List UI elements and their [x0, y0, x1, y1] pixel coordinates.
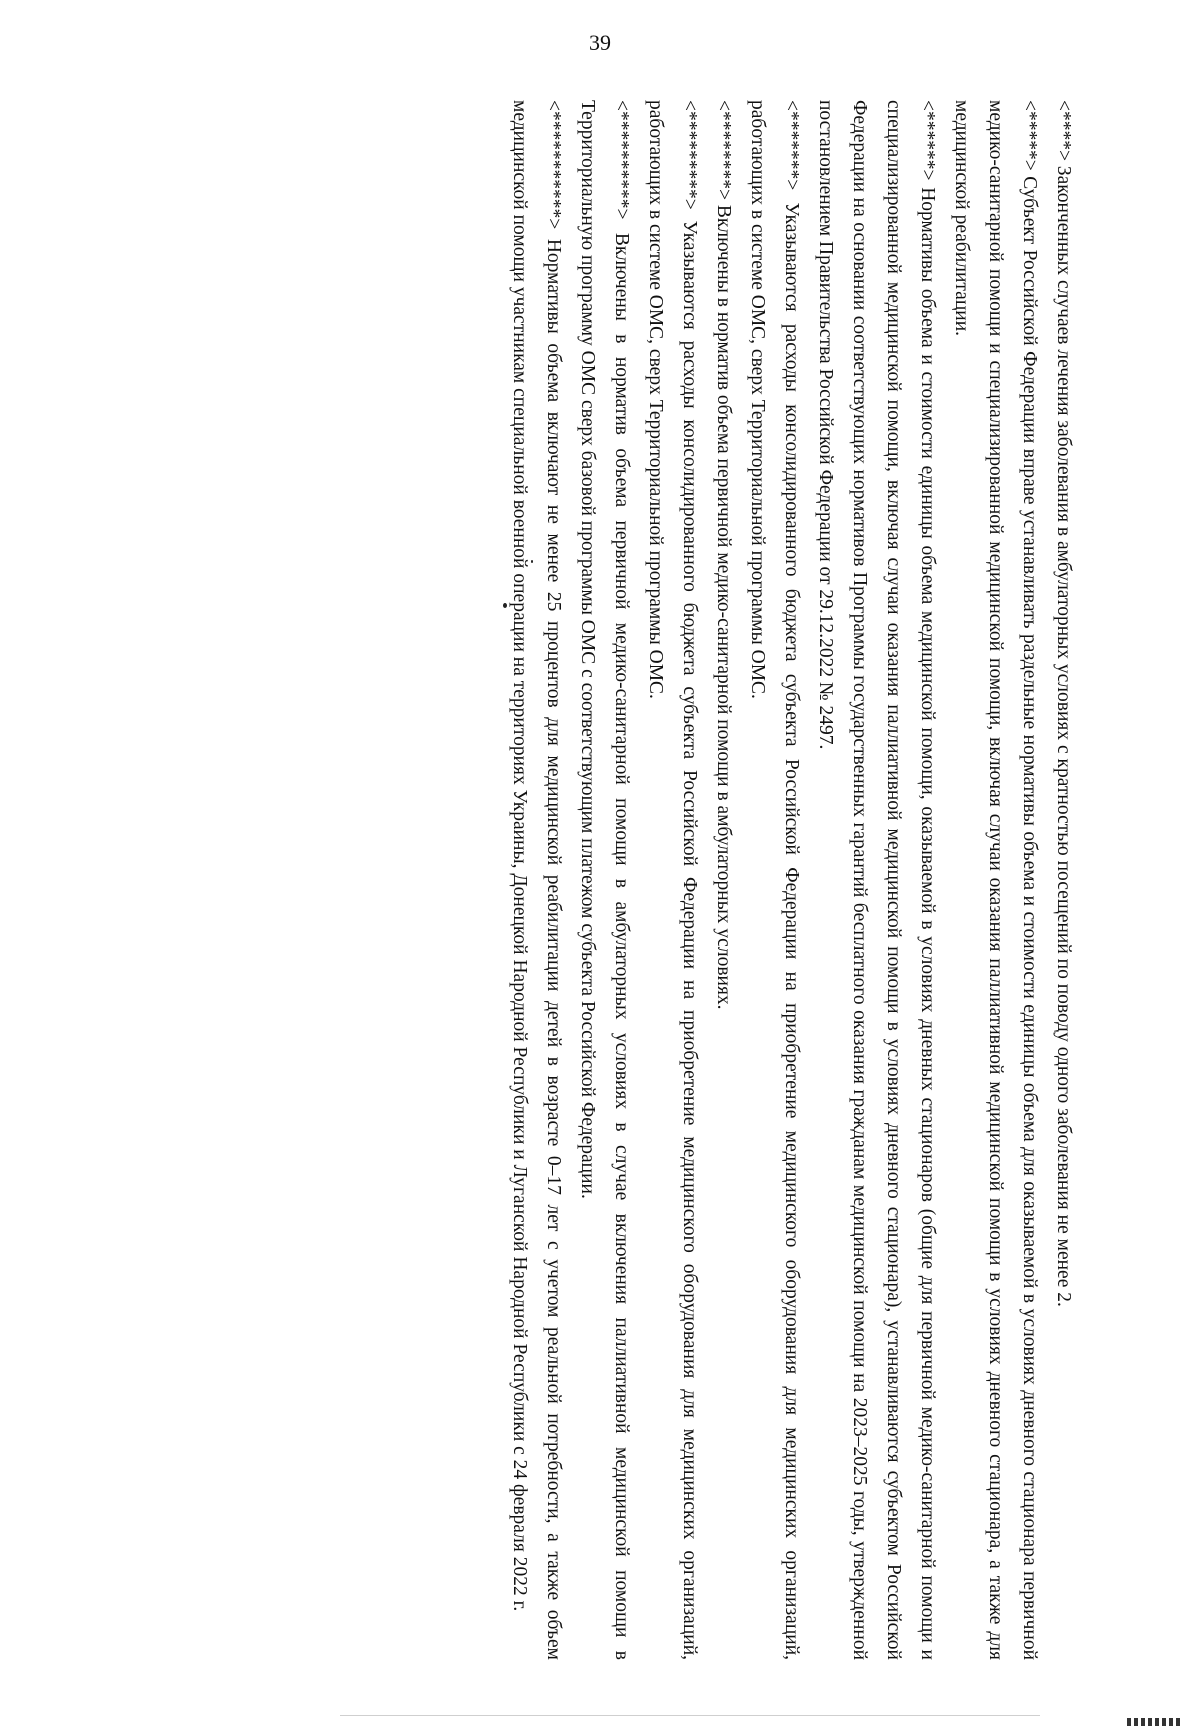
footnote: <*****> Субъект Российской Федерации вправе устанавливать раздельные нормативы объема и стоимости единицы объема для оказываемой в условиях дневного стационара первичной медико-санитарной помощи и специализированной медицинской помощи, включая случаи оказания паллиативной медицинской помощи в условиях дневного стационара, а также для медицинской реабилитации.	[951, 100, 1040, 1660]
footnote: <********> Включены в норматив объема первичной медико-санитарной помощи в амбулаторных условиях.	[713, 100, 734, 1010]
footnote: <***********> Нормативы объема включают не менее 25 процентов для медицинской реабилитации детей в возрасте 0–17 лет с учетом реальной потребности, а также объем медицинской помощи участникам специальной военной операции на территориях Украины, Донецкой Народной Республики и Луганской Народной Республики с 24 февраля 2022 г.	[509, 100, 564, 1660]
footnotes-block	[502, 100, 1080, 1660]
footnote: <****> Законченных случаев лечения заболевания в амбулаторных условиях с кратностью посещений по поводу одного заболевания не менее 2.	[1053, 100, 1074, 1307]
scan-edge-mark	[1127, 1718, 1182, 1726]
footnote: <**********> Включены в норматив объема первичной медико-санитарной помощи в амбулаторных условиях в случае включения паллиативной медицинской помощи в Территориальную программу ОМС сверх базовой программы ОМС с соответствующим платежом субъекта Российской Федерации.	[577, 100, 632, 1660]
scan-edge-line	[340, 1715, 1040, 1716]
page-number: 39	[589, 30, 611, 55]
footnote: <******> Нормативы объема и стоимости единицы объема медицинской помощи, оказываемой в условиях дневных стационаров (общие для первичной медико-санитарной помощи и специализированной медицинской помощи, включая случаи оказания паллиативной медицинской помощи в условиях дневного стационара), устанавливаются субъектом Российской Федерации на основании соответствующих нормативов Программы государственных гарантий бесплатного оказания гражданам медицинской помощи на 2023–2025 годы, утвержденной постановлением Правительства Российской Федерации от 29.12.2022 № 2497.	[815, 100, 938, 1660]
footnote: <*********> Указываются расходы консолидированного бюджета субъекта Российской Федерации на приобретение медицинского оборудования для медицинских организаций, работающих в системе ОМС, сверх Территориальной программы ОМС.	[645, 100, 700, 1660]
footnote: <*******> Указываются расходы консолидированного бюджета субъекта Российской Федерации на приобретение медицинского оборудования для медицинских организаций, работающих в системе ОМС, сверх Территориальной программы ОМС.	[747, 100, 802, 1660]
